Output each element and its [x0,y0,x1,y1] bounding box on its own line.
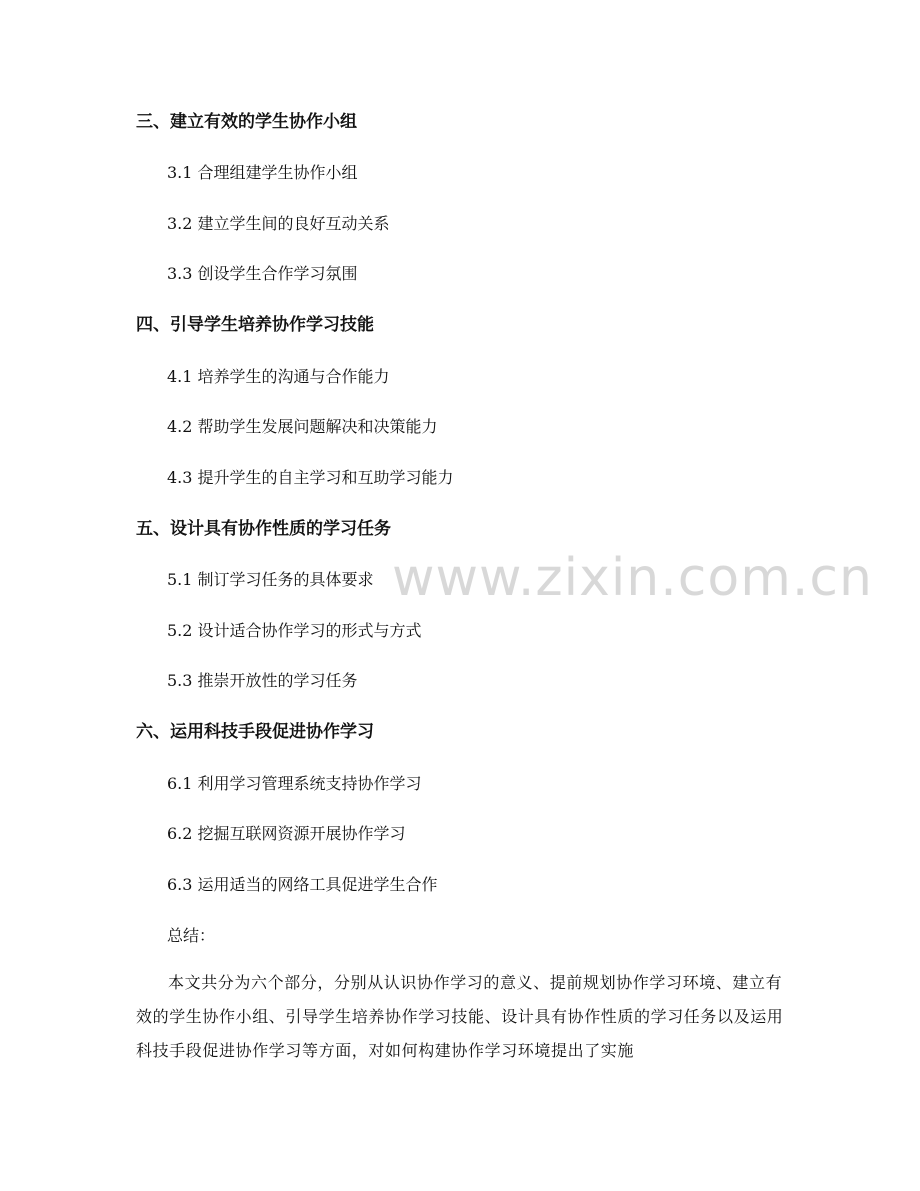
section-heading-4: 四、引导学生培养协作学习技能 [136,315,374,335]
subsection-5-1: 5.1 制订学习任务的具体要求 [167,570,374,589]
subsection-5-2: 5.2 设计适合协作学习的形式与方式 [167,621,422,640]
subsection-3-2: 3.2 建立学生间的良好互动关系 [167,214,390,233]
subsection-6-1: 6.1 利用学习管理系统支持协作学习 [167,774,422,793]
subsection-3-1: 3.1 合理组建学生协作小组 [167,163,358,182]
section-heading-5: 五、设计具有协作性质的学习任务 [136,519,391,539]
section-heading-6: 六、运用科技手段促进协作学习 [136,722,374,742]
subsection-6-3: 6.3 运用适当的网络工具促进学生合作 [167,875,438,894]
section-heading-3: 三、建立有效的学生协作小组 [136,112,357,132]
subsection-4-3: 4.3 提升学生的自主学习和互助学习能力 [167,468,454,487]
subsection-4-2: 4.2 帮助学生发展问题解决和决策能力 [167,417,438,436]
summary-paragraph: 本文共分为六个部分，分别从认识协作学习的意义、提前规划协作学习环境、建立有效的学生协作小组、引导学生培养协作学习技能、设计具有协作性质的学习任务以及运用科技手段促进协作学习等方面，对如何构建协作学习环境提出了实施 [136,973,784,1060]
subsection-6-2: 6.2 挖掘互联网资源开展协作学习 [167,824,406,843]
watermark: www.zixin.com.cn [392,548,873,608]
subsection-5-3: 5.3 推崇开放性的学习任务 [167,671,358,690]
summary-label: 总结： [167,926,216,945]
subsection-3-3: 3.3 创设学生合作学习氛围 [167,264,358,283]
subsection-4-1: 4.1 培养学生的沟通与合作能力 [167,367,390,386]
